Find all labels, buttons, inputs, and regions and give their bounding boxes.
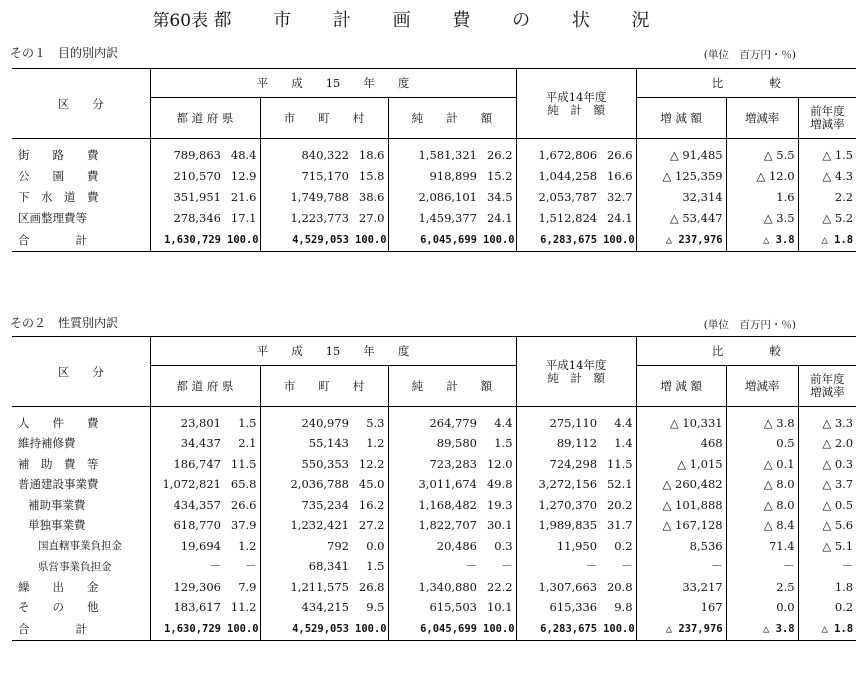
cell-value: △ 5.5 <box>726 139 798 166</box>
cell-value: 434,215 <box>260 597 352 618</box>
cell-value: － <box>516 556 600 577</box>
cell-value: △ 0.3 <box>798 454 856 475</box>
cell-value: 1,223,773 <box>260 208 352 229</box>
header-prefectures: 都 道 府 県 <box>150 98 260 139</box>
cell-value: 3,272,156 <box>516 474 600 495</box>
cell-value: 2.2 <box>798 187 856 208</box>
cell-value: △ 5.1 <box>798 536 856 557</box>
cell-value: 615,503 <box>388 597 480 618</box>
total-label: 合 計 <box>12 618 150 641</box>
table-row <box>12 139 856 166</box>
cell-value: 210,570 <box>150 166 224 187</box>
cell-value: 30.1 <box>480 515 516 536</box>
cell-value: 1.8 <box>798 577 856 598</box>
cell-value: △ 125,359 <box>636 166 726 187</box>
cell-value: 2,036,788 <box>260 474 352 495</box>
total-value: 100.0 <box>224 618 260 641</box>
cell-value: △ 3.3 <box>798 407 856 434</box>
table-row <box>12 495 856 516</box>
cell-value: 4.4 <box>480 407 516 434</box>
section-title-2: その２ 性質別内訳 <box>10 316 119 330</box>
cell-value: 9.8 <box>600 597 636 618</box>
cell-value: △ 5.2 <box>798 208 856 229</box>
row-label: 人 件 費 <box>12 407 150 434</box>
cell-value: 1,822,707 <box>388 515 480 536</box>
cell-value: 167 <box>636 597 726 618</box>
cell-value: △ 8.4 <box>726 515 798 536</box>
header-change-rate: 増減率 <box>726 98 798 139</box>
cell-value: △ 101,888 <box>636 495 726 516</box>
cell-value: 52.1 <box>600 474 636 495</box>
cell-value: 4.4 <box>600 407 636 434</box>
cell-value: 21.6 <box>224 187 260 208</box>
total-value: 6,283,675 <box>516 229 600 252</box>
cell-value: 11.5 <box>600 454 636 475</box>
table-row <box>12 433 856 454</box>
cell-value: 26.8 <box>352 577 388 598</box>
cell-value: 1,044,258 <box>516 166 600 187</box>
cell-value: 0.2 <box>600 536 636 557</box>
cell-value: 1,340,880 <box>388 577 480 598</box>
cell-value: △ 3.7 <box>798 474 856 495</box>
total-value: 100.0 <box>352 229 388 252</box>
total-value: 100.0 <box>224 229 260 252</box>
cell-value: 32.7 <box>600 187 636 208</box>
cell-value: △ 53,447 <box>636 208 726 229</box>
total-label: 合 計 <box>12 229 150 252</box>
unit-label-2: (単位 百万円・％) <box>703 319 796 331</box>
cell-value: 1.5 <box>480 433 516 454</box>
cell-value: 10.1 <box>480 597 516 618</box>
cell-value: 24.1 <box>480 208 516 229</box>
cell-value: △ 10,331 <box>636 407 726 434</box>
cell-value: 48.4 <box>224 139 260 166</box>
cell-value: 15.2 <box>480 166 516 187</box>
cell-value: 19.3 <box>480 495 516 516</box>
cell-value: － <box>480 556 516 577</box>
cell-value: 12.9 <box>224 166 260 187</box>
cell-value: △ 8.0 <box>726 495 798 516</box>
cell-value: 20,486 <box>388 536 480 557</box>
cell-value: 0.5 <box>726 433 798 454</box>
header-fy14-net: 平成14年度 純 計 額 <box>516 337 636 407</box>
cell-value: △ 2.0 <box>798 433 856 454</box>
cell-value: 129,306 <box>150 577 224 598</box>
cell-value: 7.9 <box>224 577 260 598</box>
cell-value: 2,053,787 <box>516 187 600 208</box>
cell-value: 1,989,835 <box>516 515 600 536</box>
total-value: △ 3.8 <box>726 618 798 641</box>
cell-value: 918,899 <box>388 166 480 187</box>
table-row <box>12 536 856 557</box>
section-title-1: その１ 目的別内訳 <box>10 46 119 60</box>
total-value: 1,630,729 <box>150 618 224 641</box>
header-net-total: 純 計 額 <box>388 98 516 139</box>
table-row <box>12 208 856 229</box>
header-category: 区 分 <box>12 337 150 407</box>
cell-value: － <box>150 556 224 577</box>
cell-value: 2,086,101 <box>388 187 480 208</box>
cell-value: 735,234 <box>260 495 352 516</box>
cell-value: 8,536 <box>636 536 726 557</box>
cell-value: △ 91,485 <box>636 139 726 166</box>
cell-value: 789,863 <box>150 139 224 166</box>
row-label: 公 園 費 <box>12 166 150 187</box>
cell-value: 2.1 <box>224 433 260 454</box>
header-net-total: 純 計 額 <box>388 366 516 407</box>
cell-value: 89,580 <box>388 433 480 454</box>
header-fy14-net: 平成14年度 純 計 額 <box>516 69 636 139</box>
cell-value: 31.7 <box>600 515 636 536</box>
cell-value: △ 0.5 <box>798 495 856 516</box>
total-row <box>12 229 856 252</box>
cell-value: 618,770 <box>150 515 224 536</box>
cell-value: 275,110 <box>516 407 600 434</box>
header-change-amount: 増 減 額 <box>636 98 726 139</box>
cell-value: 1,232,421 <box>260 515 352 536</box>
header-fy15: 平 成 15 年 度 <box>150 337 516 366</box>
cell-value: 11.2 <box>224 597 260 618</box>
header-prefectures: 都 道 府 県 <box>150 366 260 407</box>
header-municipalities: 市 町 村 <box>260 98 388 139</box>
cell-value: 45.0 <box>352 474 388 495</box>
cell-value: 34.5 <box>480 187 516 208</box>
total-row <box>12 618 856 641</box>
cell-value: △ 4.3 <box>798 166 856 187</box>
cell-value: 65.8 <box>224 474 260 495</box>
cell-value: 26.2 <box>480 139 516 166</box>
cell-value: △ 0.1 <box>726 454 798 475</box>
cell-value: 1,512,824 <box>516 208 600 229</box>
cell-value: 0.2 <box>798 597 856 618</box>
header-fy15: 平 成 15 年 度 <box>150 69 516 98</box>
header-change-amount: 増 減 額 <box>636 366 726 407</box>
table-row <box>12 597 856 618</box>
cell-value: 1.5 <box>352 556 388 577</box>
total-value: 1,630,729 <box>150 229 224 252</box>
cell-value: 724,298 <box>516 454 600 475</box>
cell-value: △ 3.8 <box>726 407 798 434</box>
cell-value: 1,581,321 <box>388 139 480 166</box>
unit-label-1: (単位 百万円・％) <box>703 49 796 61</box>
cell-value: △ 5.6 <box>798 515 856 536</box>
cell-value: 1,072,821 <box>150 474 224 495</box>
cell-value: △ 1,015 <box>636 454 726 475</box>
cell-value: 434,357 <box>150 495 224 516</box>
row-label: 普通建設事業費 <box>12 474 150 495</box>
cell-value: 9.5 <box>352 597 388 618</box>
total-value: 100.0 <box>600 618 636 641</box>
header-category: 区 分 <box>12 69 150 139</box>
cell-value: 20.2 <box>600 495 636 516</box>
cell-value: 68,341 <box>260 556 352 577</box>
cell-value: 18.6 <box>352 139 388 166</box>
cell-value: 1.5 <box>224 407 260 434</box>
cell-value: 840,322 <box>260 139 352 166</box>
cell-value: 22.2 <box>480 577 516 598</box>
cell-value: 12.0 <box>480 454 516 475</box>
table-row <box>12 515 856 536</box>
cell-value: 186,747 <box>150 454 224 475</box>
cell-value: 71.4 <box>726 536 798 557</box>
cell-value: 23,801 <box>150 407 224 434</box>
table-row <box>12 454 856 475</box>
cell-value: 26.6 <box>600 139 636 166</box>
cell-value: 723,283 <box>388 454 480 475</box>
cell-value: 0.0 <box>352 536 388 557</box>
total-value: △ 237,976 <box>636 618 726 641</box>
row-label: 補 助 費 等 <box>12 454 150 475</box>
cell-value: 1,459,377 <box>388 208 480 229</box>
cell-value: 1.4 <box>600 433 636 454</box>
cell-value: 0.3 <box>480 536 516 557</box>
cell-value: △ 260,482 <box>636 474 726 495</box>
cell-value: － <box>798 556 856 577</box>
cell-value: 11.5 <box>224 454 260 475</box>
cell-value: △ 1.5 <box>798 139 856 166</box>
total-value: 4,529,053 <box>260 229 352 252</box>
total-value: 100.0 <box>600 229 636 252</box>
cell-value: 20.8 <box>600 577 636 598</box>
cell-value: 33,217 <box>636 577 726 598</box>
cell-value: 89,112 <box>516 433 600 454</box>
header-comparison: 比 較 <box>636 69 856 98</box>
cell-value: 240,979 <box>260 407 352 434</box>
cell-value: 27.0 <box>352 208 388 229</box>
header-prev-change-rate: 前年度 増減率 <box>798 98 856 139</box>
cell-value: － <box>388 556 480 577</box>
header-prev-change-rate: 前年度 増減率 <box>798 366 856 407</box>
header-comparison: 比 較 <box>636 337 856 366</box>
row-label: 県営事業負担金 <box>12 556 150 577</box>
cell-value: 2.5 <box>726 577 798 598</box>
cell-value: 19,694 <box>150 536 224 557</box>
table-row <box>12 556 856 577</box>
total-value: 6,283,675 <box>516 618 600 641</box>
cell-value: 34,437 <box>150 433 224 454</box>
table-nature-breakdown <box>12 336 856 641</box>
header-municipalities: 市 町 村 <box>260 366 388 407</box>
cell-value: 1,749,788 <box>260 187 352 208</box>
table-row <box>12 166 856 187</box>
row-label: 下 水 道 費 <box>12 187 150 208</box>
total-value: 6,045,699 <box>388 618 480 641</box>
row-label: 国直轄事業負担金 <box>12 536 150 557</box>
total-value: △ 3.8 <box>726 229 798 252</box>
cell-value: 1.2 <box>352 433 388 454</box>
cell-value: 26.6 <box>224 495 260 516</box>
cell-value: 38.6 <box>352 187 388 208</box>
cell-value: － <box>636 556 726 577</box>
cell-value: △ 8.0 <box>726 474 798 495</box>
table-row <box>12 187 856 208</box>
title-prefix: 第60表 <box>152 11 209 31</box>
cell-value: 1,270,370 <box>516 495 600 516</box>
cell-value: 27.2 <box>352 515 388 536</box>
cell-value: 1.6 <box>726 187 798 208</box>
total-value: 100.0 <box>352 618 388 641</box>
cell-value: 351,951 <box>150 187 224 208</box>
table-row <box>12 577 856 598</box>
cell-value: 264,779 <box>388 407 480 434</box>
cell-value: 615,336 <box>516 597 600 618</box>
cell-value: 55,143 <box>260 433 352 454</box>
cell-value: 792 <box>260 536 352 557</box>
cell-value: 1,672,806 <box>516 139 600 166</box>
cell-value: 17.1 <box>224 208 260 229</box>
row-label: 補助事業費 <box>12 495 150 516</box>
cell-value: － <box>726 556 798 577</box>
cell-value: 550,353 <box>260 454 352 475</box>
cell-value: 3,011,674 <box>388 474 480 495</box>
cell-value: 16.2 <box>352 495 388 516</box>
total-value: 100.0 <box>480 618 516 641</box>
row-label: 繰 出 金 <box>12 577 150 598</box>
row-label: 単独事業費 <box>12 515 150 536</box>
cell-value: 715,170 <box>260 166 352 187</box>
cell-value: △ 3.5 <box>726 208 798 229</box>
cell-value: 15.8 <box>352 166 388 187</box>
cell-value: － <box>600 556 636 577</box>
row-label: 維持補修費 <box>12 433 150 454</box>
cell-value: 32,314 <box>636 187 726 208</box>
cell-value: 24.1 <box>600 208 636 229</box>
cell-value: 11,950 <box>516 536 600 557</box>
row-label: そ の 他 <box>12 597 150 618</box>
cell-value: 278,346 <box>150 208 224 229</box>
cell-value: 1,168,482 <box>388 495 480 516</box>
cell-value: 16.6 <box>600 166 636 187</box>
total-value: △ 1.8 <box>798 618 856 641</box>
total-value: △ 237,976 <box>636 229 726 252</box>
cell-value: 183,617 <box>150 597 224 618</box>
table-purpose-breakdown <box>12 68 856 252</box>
cell-value: 1.2 <box>224 536 260 557</box>
page-title <box>0 6 820 32</box>
total-value: 4,529,053 <box>260 618 352 641</box>
total-value: 6,045,699 <box>388 229 480 252</box>
header-change-rate: 増減率 <box>726 366 798 407</box>
cell-value: △ 167,128 <box>636 515 726 536</box>
cell-value: 49.8 <box>480 474 516 495</box>
total-value: △ 1.8 <box>798 229 856 252</box>
cell-value: 12.2 <box>352 454 388 475</box>
row-label: 街 路 費 <box>12 139 150 166</box>
cell-value: 0.0 <box>726 597 798 618</box>
cell-value: － <box>224 556 260 577</box>
table-row <box>12 474 856 495</box>
total-value: 100.0 <box>480 229 516 252</box>
cell-value: 5.3 <box>352 407 388 434</box>
cell-value: △ 12.0 <box>726 166 798 187</box>
cell-value: 1,211,575 <box>260 577 352 598</box>
title-main: 都 市 計 画 費 の 状 況 <box>213 10 668 31</box>
table-row <box>12 407 856 434</box>
cell-value: 468 <box>636 433 726 454</box>
cell-value: 1,307,663 <box>516 577 600 598</box>
row-label: 区画整理費等 <box>12 208 150 229</box>
cell-value: 37.9 <box>224 515 260 536</box>
